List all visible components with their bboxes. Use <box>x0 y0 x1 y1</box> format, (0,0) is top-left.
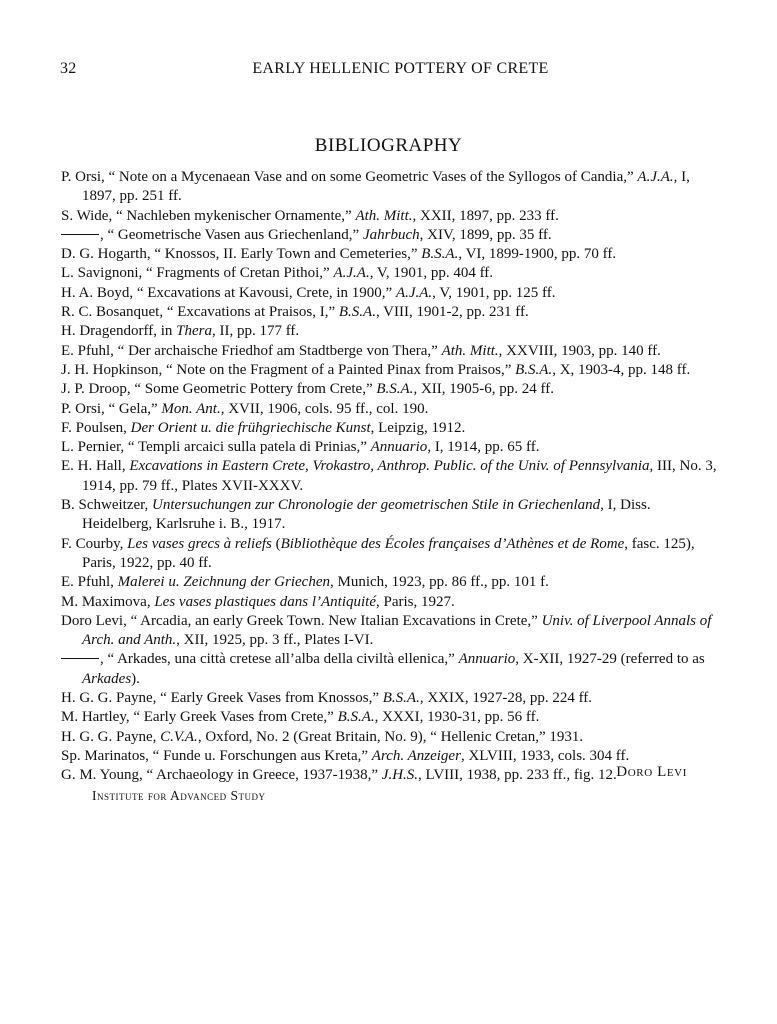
entry-text: , XII, 1905-6, pp. 24 ff. <box>413 381 554 398</box>
entry-italic-text: Untersuchungen zur Chronologie der geometrischen Stile in Griechenland <box>152 497 601 514</box>
bibliography-entry <box>61 419 721 438</box>
entry-italic-text: B.S.A. <box>515 361 553 378</box>
entry-italic-text: J.H.S. <box>381 767 419 784</box>
entry-text: , I, 1914, pp. 65 ff. <box>427 439 540 456</box>
bibliography-entry <box>61 284 721 303</box>
entry-italic-text: A.J.A. <box>637 169 674 185</box>
bibliography-entry <box>61 322 721 341</box>
entry-italic-text: Mon. Ant. <box>161 400 221 417</box>
entry-text: G. M. Young, “ Archaeology in Greece, 1937-1938,” <box>61 767 382 784</box>
author-signature: Doro Levi <box>616 764 687 780</box>
entry-italic-text: C.V.A. <box>160 728 198 745</box>
bibliography-entry <box>61 496 721 535</box>
entry-italic-text: Arch. Anzeiger <box>371 747 461 764</box>
bibliography-entry <box>61 303 721 322</box>
entry-italic-text: Les vases plastiques dans l’Antiquité <box>154 593 376 610</box>
entry-text: L. Pernier, “ Templi arcaici sulla patela di Prinias,” <box>61 439 371 456</box>
entry-text: , X-XII, 1927-29 (referred to as <box>515 651 705 668</box>
entry-text: E. H. Hall, <box>61 458 130 475</box>
bibliography-entry <box>61 438 721 457</box>
entry-italic-text: Annuario <box>458 651 516 668</box>
entry-italic-text: B.S.A. <box>337 709 375 726</box>
entry-text: , “ Geometrische Vasen aus Griechenland,” <box>100 226 363 243</box>
entry-text: Sp. Marinatos, “ Funde u. Forschungen aus Kreta,” <box>61 747 372 764</box>
entry-italic-text: Thera <box>176 323 212 340</box>
entry-text: F. Courby, <box>61 535 128 552</box>
bibliography-entry <box>61 708 721 727</box>
bibliography-entry <box>61 612 721 651</box>
entry-italic-text: B.S.A. <box>338 304 376 321</box>
entry-text: , VI, 1899-1900, pp. 70 ff. <box>458 246 617 263</box>
author-affiliation: Institute for Advanced Study <box>92 788 266 803</box>
running-title: EARLY HELLENIC POTTERY OF CRETE <box>252 60 549 77</box>
ditto-dash <box>61 234 99 235</box>
entry-text: S. Wide, “ Nachleben mykenischer Ornamente,” <box>61 207 356 224</box>
entry-italic-text: B.S.A. <box>376 381 414 398</box>
bibliography-entry <box>61 361 721 380</box>
entry-text: , I, 1897, pp. 251 ff. <box>82 169 690 205</box>
entry-text: E. Pfuhl, “ Der archaische Friedhof am Stadtberge von Thera,” <box>61 342 442 359</box>
entry-text: , XXVIII, 1903, pp. 140 ff. <box>498 342 661 359</box>
entry-text: , III, No. 3, 1914, pp. 79 ff., Plates XVII-XXXV. <box>82 458 717 494</box>
entry-italic-text: Der Orient u. die frühgriechische Kunst <box>130 419 371 436</box>
entry-text: ). <box>131 670 140 687</box>
bibliography-entry <box>61 342 721 361</box>
entry-text: , XII, 1925, pp. 3 ff., Plates I-VI. <box>176 632 374 649</box>
entry-text: , VIII, 1901-2, pp. 231 ff. <box>375 304 529 321</box>
entry-text: P. Orsi, “ Note on a Mycenaean Vase and on some Geometric Vases of the Syllogos of Candia,” <box>61 169 638 185</box>
entry-text: , fasc. 125), Paris, 1922, pp. 40 ff. <box>82 535 695 571</box>
entry-text: J. P. Droop, “ Some Geometric Pottery from Crete,” <box>61 381 377 398</box>
page-number: 32 <box>60 60 77 77</box>
bibliography-entry <box>61 380 721 399</box>
entry-text: , II, pp. 177 ff. <box>211 323 300 340</box>
entry-text: B. Schweitzer, <box>61 497 153 514</box>
entry-text: P. Orsi, “ Gela,” <box>61 400 162 417</box>
entry-italic-text: Arkades <box>82 670 132 687</box>
bibliography-entry <box>61 168 721 207</box>
entry-text: H. G. G. Payne, <box>61 728 161 745</box>
entry-text: ( <box>271 535 281 552</box>
entry-text: M. Hartley, “ Early Greek Vases from Crete,” <box>61 709 338 726</box>
entry-text: J. H. Hopkinson, “ Note on the Fragment of a Painted Pinax from Praisos,” <box>61 361 516 378</box>
bibliography-entry <box>61 650 721 689</box>
entry-italic-text: Malerei u. Zeichnung der Griechen <box>117 574 330 591</box>
ditto-dash <box>61 658 99 659</box>
entry-italic-text: Ath. Mitt. <box>441 342 499 359</box>
entry-text: , XVII, 1906, cols. 95 ff., col. 190. <box>220 400 429 417</box>
entry-text: , Munich, 1923, pp. 86 ff., pp. 101 f. <box>329 574 549 591</box>
entry-text: , Leipzig, 1912. <box>370 419 466 436</box>
entry-text: , XXIX, 1927-28, pp. 224 ff. <box>419 690 593 707</box>
bibliography-entry <box>61 400 721 419</box>
entry-text: , “ Arkades, una città cretese all’alba della civiltà ellenica,” <box>100 651 459 668</box>
bibliography-entry <box>61 728 721 747</box>
entry-italic-text: Les vases grecs à reliefs <box>127 535 272 552</box>
entry-text: , V, 1901, pp. 125 ff. <box>432 284 556 301</box>
entry-italic-text: Univ. of Liverpool Annals of Arch. and Anth. <box>82 612 712 649</box>
entry-italic-text: Ath. Mitt. <box>355 207 413 224</box>
entry-italic-text: Annuario <box>370 439 428 456</box>
bibliography-entry <box>61 207 721 226</box>
bibliography-entry <box>61 226 721 245</box>
entry-text: F. Poulsen, <box>61 419 131 436</box>
bibliography-entry <box>61 593 721 612</box>
entry-italic-text: A.J.A. <box>333 265 370 282</box>
entry-text: , V, 1901, pp. 404 ff. <box>369 265 494 282</box>
entry-text: R. C. Bosanquet, “ Excavations at Praisos, I,” <box>61 304 339 321</box>
entry-text: E. Pfuhl, <box>61 574 118 591</box>
entry-text: H. Dragendorff, in <box>61 323 177 340</box>
entry-text: , XXII, 1897, pp. 233 ff. <box>412 207 559 224</box>
bibliography-entry <box>61 264 721 283</box>
entry-text: , I, Diss. Heidelberg, Karlsruhe i. B., 1917. <box>82 497 651 533</box>
bibliography-entry <box>61 457 721 496</box>
entry-italic-text: B.S.A. <box>421 246 459 263</box>
entry-text: , Oxford, No. 2 (Great Britain, No. 9), “ Hellenic Cretan,” 1931. <box>197 728 584 745</box>
bibliography-list <box>61 168 721 786</box>
entry-italic-text: Excavations in Eastern Crete, Vrokastro, Anthrop. Public. of the Univ. of Pennsylvania <box>129 458 650 475</box>
entry-text: , XIV, 1899, pp. 35 ff. <box>419 226 552 243</box>
entry-text: M. Maximova, <box>61 593 155 610</box>
bibliography-entry <box>61 245 721 264</box>
bibliography-entry <box>61 573 721 592</box>
bibliography-entry <box>61 535 721 574</box>
entry-text: , Paris, 1927. <box>375 593 455 610</box>
bibliography-entry <box>61 689 721 708</box>
entry-italic-text: Bibliothèque des Écoles françaises d’Athènes et de Rome <box>280 535 625 552</box>
entry-text: , LVIII, 1938, pp. 233 ff., fig. 12. <box>418 767 617 784</box>
entry-italic-text: A.J.A. <box>395 284 433 301</box>
running-head <box>60 60 717 82</box>
entry-text: Doro Levi, “ Arcadia, an early Greek Town. New Italian Excavations in Crete,” <box>61 612 542 629</box>
entry-text: , X, 1903-4, pp. 148 ff. <box>552 361 691 378</box>
entry-text: H. A. Boyd, “ Excavations at Kavousi, Crete, in 1900,” <box>61 284 396 301</box>
section-title: BIBLIOGRAPHY <box>314 135 463 156</box>
entry-text: D. G. Hogarth, “ Knossos, II. Early Town and Cemeteries,” <box>61 246 422 263</box>
entry-italic-text: Jahrbuch <box>362 226 420 243</box>
entry-text: H. G. G. Payne, “ Early Greek Vases from Knossos,” <box>61 690 383 707</box>
entry-text: , XLVIII, 1933, cols. 304 ff. <box>460 747 630 764</box>
entry-text: L. Savignoni, “ Fragments of Cretan Pithoi,” <box>61 265 334 282</box>
entry-text: , XXXI, 1930-31, pp. 56 ff. <box>374 709 540 726</box>
entry-italic-text: B.S.A. <box>382 690 420 707</box>
